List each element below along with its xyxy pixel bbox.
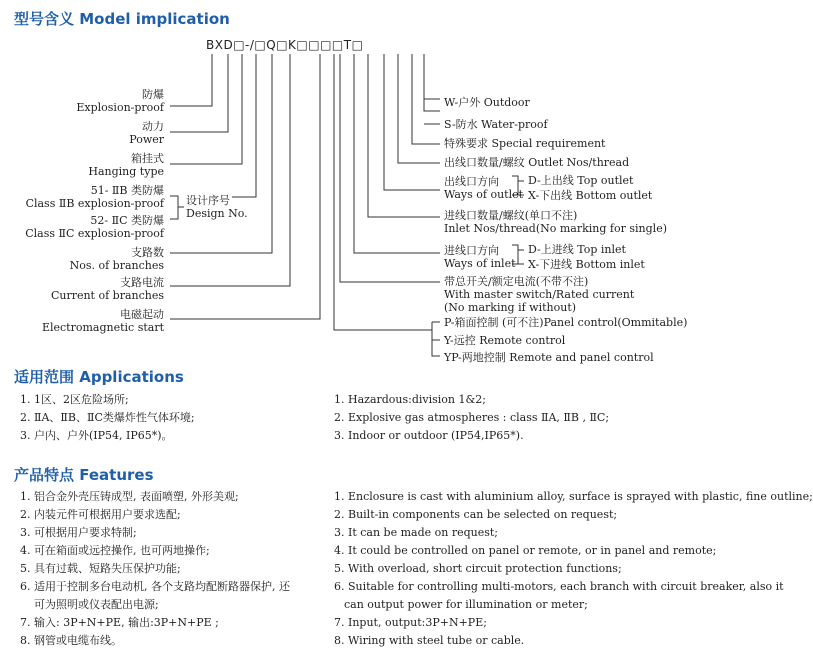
model-heading: 型号含义 Model implication xyxy=(14,10,230,28)
label-branches: 支路数 Nos. of branches xyxy=(69,246,164,272)
list-item: 7. 输入: 3P+N+PE, 输出:3P+N+PE ; xyxy=(20,616,219,629)
features-heading: 产品特点 Features xyxy=(14,466,154,484)
label-electromagnetic-start: 电磁起动 Electromagnetic start xyxy=(41,308,164,334)
list-item: 1. 1区、2区危险场所; xyxy=(20,393,129,406)
label-bottom-inlet: X-下进线 Bottom inlet xyxy=(528,258,645,271)
label-outlet-dir: 出线口方向 Ways of outlet xyxy=(444,175,524,201)
label-panel-control: P-箱面控制 (可不注)Panel control(Ommitable) xyxy=(444,316,688,329)
label-top-inlet: D-上进线 Top inlet xyxy=(528,243,626,256)
label-design-no: 设计序号 Design No. xyxy=(186,194,248,220)
label-top-outlet: D-上出线 Top outlet xyxy=(528,174,634,187)
label-remote-control: Y-远控 Remote control xyxy=(444,334,566,347)
label-class-iic: 52- ⅡC 类防爆 Class ⅡC explosion-proof xyxy=(25,214,164,240)
list-item: 3. It can be made on request; xyxy=(334,526,499,539)
list-item: 5. 具有过载、短路失压保护功能; xyxy=(20,562,181,575)
list-item: 3. Indoor or outdoor (IP54,IP65*). xyxy=(334,429,524,442)
label-inlet-dir: 进线口方向 Ways of inlet xyxy=(444,244,516,270)
list-item: can output power for illumination or meter; xyxy=(344,598,588,611)
list-item: 2. 内装元件可根据用户要求选配; xyxy=(20,508,181,521)
label-class-iib: 51- ⅡB 类防爆 Class ⅡB explosion-proof xyxy=(25,184,164,210)
label-hanging-type: 箱挂式 Hanging type xyxy=(88,152,164,178)
label-outlet-nos: 出线口数量/螺纹 Outlet Nos/thread xyxy=(444,156,630,169)
label-explosion-proof: 防爆 Explosion-proof xyxy=(76,88,164,114)
label-inlet-nos: 进线口数量/螺纹(单口不注) Inlet Nos/thread(No marking for single) xyxy=(444,209,667,235)
list-item: 可为照明或仪表配出电源; xyxy=(34,598,159,611)
label-branch-current: 支路电流 Current of branches xyxy=(50,276,164,302)
label-bottom-outlet: X-下出线 Bottom outlet xyxy=(528,189,653,202)
list-item: 3. 户内、户外(IP54, IP65*)。 xyxy=(20,429,173,442)
label-power: 动力 Power xyxy=(129,120,164,146)
list-item: 2. ⅡA、ⅡB、ⅡC类爆炸性气体环境; xyxy=(20,411,195,424)
model-code: BXD□-/□Q□K□□□□T□ xyxy=(206,38,364,52)
list-item: 1. 铝合金外壳压铸成型, 表面喷塑, 外形美观; xyxy=(20,490,239,503)
label-water-proof: S-防水 Water-proof xyxy=(444,118,548,131)
list-item: 4. It could be controlled on panel or remote, or in panel and remote; xyxy=(334,544,717,557)
list-item: 6. Suitable for controlling multi-motors, each branch with circuit breaker, also it xyxy=(334,580,784,593)
label-remote-and-panel: YP-两地控制 Remote and panel control xyxy=(444,351,654,364)
list-item: 6. 适用于控制多台电动机, 各个支路均配断路器保护, 还 xyxy=(20,580,290,593)
applications-heading: 适用范围 Applications xyxy=(14,368,184,386)
label-special: 特殊要求 Special requirement xyxy=(444,137,606,150)
list-item: 8. 钢管或电缆布线。 xyxy=(20,634,122,647)
list-item: 1. Hazardous:division 1&2; xyxy=(334,393,487,406)
list-item: 5. With overload, short circuit protection functions; xyxy=(334,562,622,575)
list-item: 4. 可在箱面或远控操作, 也可两地操作; xyxy=(20,544,210,557)
list-item: 2. Built-in components can be selected on request; xyxy=(334,508,618,521)
list-item: 2. Explosive gas atmospheres : class ⅡA, ⅡB , ⅡC; xyxy=(334,411,610,424)
list-item: 3. 可根据用户要求特制; xyxy=(20,526,137,539)
label-master-switch: 带总开关/额定电流(不带不注) With master switch/Rated current (No marking if without) xyxy=(444,275,635,314)
label-outdoor: W-户外 Outdoor xyxy=(444,96,530,109)
list-item: 1. Enclosure is cast with aluminium alloy, surface is sprayed with plastic, fine outline; xyxy=(334,490,813,503)
list-item: 8. Wiring with steel tube or cable. xyxy=(334,634,525,647)
list-item: 7. Input, output:3P+N+PE; xyxy=(334,616,487,629)
